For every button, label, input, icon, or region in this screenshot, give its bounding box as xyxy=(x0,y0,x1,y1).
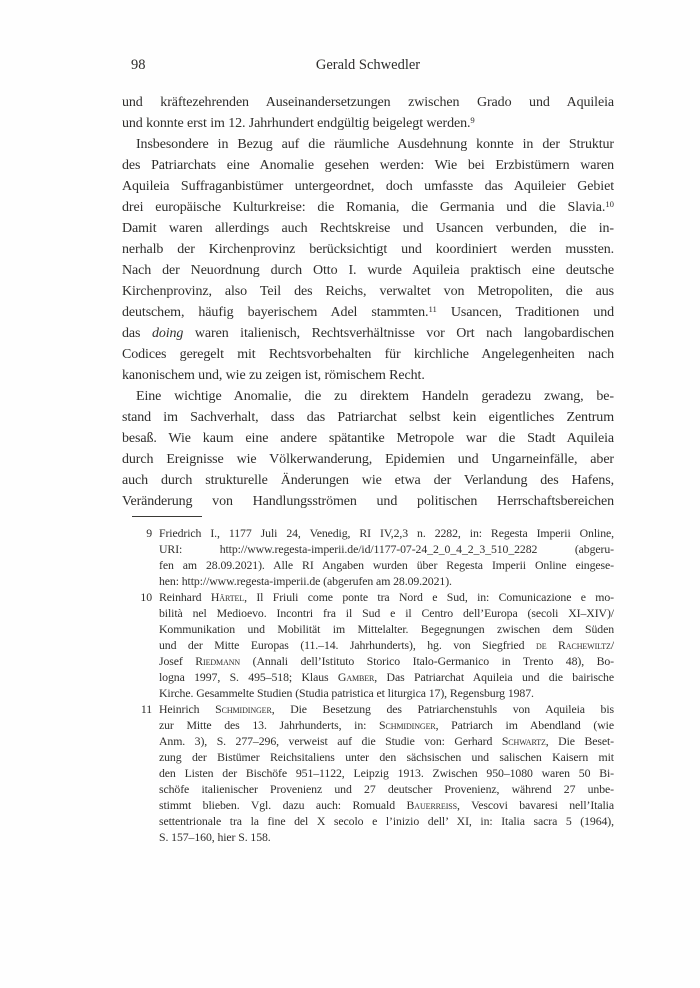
text-segment: auch durch strukturelle Änderungen wie etwa der Verlandung des Hafens, xyxy=(122,473,614,488)
text-segment: Aquileia Suffraganbistümer untergeordnet, doch umfasste das Aquileier Gebiet xyxy=(122,179,614,194)
text-segment: Usancen, Traditionen und xyxy=(436,305,614,320)
text-segment: besaß. Wie kaum eine andere spätantike Metropole war die Stadt Aquileia xyxy=(122,431,614,446)
text-segment: Insbesondere in Bezug auf die räumliche Ausdehnung konnte in der Struktur xyxy=(136,137,614,152)
text-line xyxy=(159,749,614,765)
text-segment: stand im Sachverhalt, dass das Patriarchat selbst kein eigentliches Zentrum xyxy=(122,410,614,425)
smallcaps-name: Schmidinger xyxy=(379,718,436,732)
text-segment: zung der Bistümer Reichsitaliens unter den sächsischen und salischen Kaisern mit xyxy=(159,750,614,764)
text-segment: URI: http://www.regesta-imperii.de/id/1177-07-24_2_0_4_2_3_510_2282 (abgeru- xyxy=(159,542,614,556)
text-segment: , Die Beset- xyxy=(545,734,614,748)
text-segment: Codices geregelt mit Rechtsvorbehalten für kirchliche Angelegenheiten nach xyxy=(122,347,614,362)
text-line xyxy=(122,197,614,218)
text-line xyxy=(159,589,614,605)
text-segment: Veränderung von Handlungsströmen und politischen Herrschaftsbereichen xyxy=(122,494,614,509)
text-segment: Reinhard xyxy=(159,590,211,604)
text-line xyxy=(122,134,614,155)
text-line xyxy=(122,260,614,281)
text-segment: und der Mitte Europas (11.–14. Jahrhunderts), hg. von Siegfried xyxy=(159,638,537,652)
text-segment: S. 157–160, hier S. 158. xyxy=(159,830,271,844)
footnote-text xyxy=(159,525,614,589)
footnote xyxy=(122,701,614,845)
text-line xyxy=(122,218,614,239)
text-segment: bilità nel Medioevo. Incontri fra il Sud e il Centro dell’Europa (secoli XI–XIV)/ xyxy=(159,606,614,620)
text-line xyxy=(122,386,614,407)
text-segment: (Annali dell’Istituto Storico Italo-Germanico in Trento 48), Bo- xyxy=(240,654,614,668)
text-segment: und konnte erst im 12. Jahrhundert endgültig beigelegt werden. xyxy=(122,116,471,131)
text-segment: Josef xyxy=(159,654,196,668)
text-line xyxy=(159,733,614,749)
text-line xyxy=(122,344,614,365)
footnote xyxy=(122,525,614,589)
text-segment: des Patriarchats eine Anomalie gesehen werden: Wie bei Erzbistümern waren xyxy=(122,158,614,173)
text-line xyxy=(122,92,614,113)
text-line xyxy=(159,605,614,621)
smallcaps-name: Härtel xyxy=(210,590,245,604)
text-segment: , Vescovi bavaresi nell’Italia xyxy=(456,798,614,812)
text-line xyxy=(159,813,614,829)
text-segment: , Das Patriarchat Aquileia und die bairische xyxy=(374,670,614,684)
text-line xyxy=(122,407,614,428)
text-segment: Nach der Neuordnung durch Otto I. wurde Aquileia praktisch eine deutsche xyxy=(122,263,614,278)
text-line xyxy=(159,701,614,717)
text-line xyxy=(159,781,614,797)
footnote-text xyxy=(159,589,614,701)
text-line xyxy=(159,685,614,701)
smallcaps-name: Bauerreiss xyxy=(406,798,457,812)
running-header-author: Gerald Schwedler xyxy=(315,57,421,73)
page-header xyxy=(122,56,614,74)
text-segment: logna 1997, S. 495–518; Klaus xyxy=(159,670,338,684)
footnote-number: 11 xyxy=(140,702,152,716)
text-line xyxy=(159,717,614,733)
text-segment: Kirche. Gesammelte Studien (Studia patristica et liturgica 17), Regensburg 1987. xyxy=(159,686,534,700)
footnotes xyxy=(122,525,614,845)
text-segment: durch Ereignisse wie Völkerwanderung, Epidemien und Ungarneinfälle, aber xyxy=(122,452,614,467)
footnote-text xyxy=(159,701,614,845)
text-line xyxy=(159,541,614,557)
text-segment: / xyxy=(610,638,614,652)
text-line xyxy=(122,176,614,197)
text-line xyxy=(159,797,614,813)
text-segment: Kirchenprovinz, also Teil des Reichs, verwaltet von Metropoliten, die aus xyxy=(122,284,614,299)
main-text xyxy=(122,92,614,512)
text-segment: Kommunikation und Mobilität im Mittelalter. Begegnungen zwischen dem Süden xyxy=(159,622,614,636)
text-segment: schöfe italienischer Provenienz und 27 deutscher Provenienz, während 27 unbe- xyxy=(159,782,614,796)
text-segment: Eine wichtige Anomalie, die zu direktem Handeln geradezu zwang, be- xyxy=(136,389,614,404)
text-line xyxy=(122,428,614,449)
text-segment: , Il Friuli come ponte tra Nord e Sud, in: Comunicazione e mo- xyxy=(244,590,614,604)
smallcaps-name: Riedmann xyxy=(195,654,241,668)
text-line xyxy=(122,491,614,512)
footnote xyxy=(122,589,614,701)
text-line xyxy=(159,829,614,845)
text-line xyxy=(122,323,614,344)
smallcaps-name: Gamber xyxy=(337,670,375,684)
text-segment: drei europäische Kulturkreise: die Romania, die Germania und die Slavia. xyxy=(122,200,606,215)
text-segment: kanonischem und, wie zu zeigen ist, römischem Recht. xyxy=(122,368,425,383)
footnote-number: 9 xyxy=(146,526,152,540)
text-segment: Friedrich I., 1177 Juli 24, Venedig, RI IV,2,3 n. 2282, in: Regesta Imperii Online, xyxy=(159,526,614,540)
text-line xyxy=(159,621,614,637)
text-line xyxy=(159,637,614,653)
text-segment: zur Mitte des 13. Jahrhunderts, in: xyxy=(159,718,380,732)
text-line xyxy=(122,113,614,134)
text-line xyxy=(122,449,614,470)
text-segment: das xyxy=(122,326,152,341)
smallcaps-name: Schmidinger xyxy=(215,702,272,716)
text-segment: nerhalb der Kirchenprovinz berücksichtigt und koordiniert werden mussten. xyxy=(122,242,614,257)
text-segment: settentrionale tra la fine del X secolo e l’inizio dell’ XI, in: Italia sacra 5 (1964), xyxy=(159,814,614,828)
text-segment: Heinrich xyxy=(159,702,216,716)
text-segment: Damit waren allerdings auch Rechtskreise und Usancen verbunden, die in- xyxy=(122,221,614,236)
text-segment: Anm. 3), S. 277–296, verweist auf die Studie von: Gerhard xyxy=(159,734,502,748)
text-segment: deutschem, häufig bayerischem Adel stammten. xyxy=(122,305,429,320)
text-line xyxy=(159,525,614,541)
text-line xyxy=(122,281,614,302)
text-segment: den Listen der Bischöfe 951–1122, Leipzig 1913. Zwischen 950–1080 waren 50 Bi- xyxy=(159,766,614,780)
text-line xyxy=(159,765,614,781)
text-segment: , Die Besetzung des Patriarchenstuhls von Aquileia bis xyxy=(271,702,614,716)
smallcaps-name: de Rachewiltz xyxy=(536,638,611,652)
footnote-separator xyxy=(132,516,202,517)
text-segment: stimmt blieben. Vgl. dazu auch: Romuald xyxy=(159,798,407,812)
italic-term: doing xyxy=(151,326,184,341)
text-line xyxy=(159,669,614,685)
footnote-marker: 9 xyxy=(470,115,475,126)
footnote-marker: 11 xyxy=(428,304,437,315)
text-segment: fen am 28.09.2021). Alle RI Angaben wurden über Regesta Imperii Online eingese- xyxy=(159,558,614,572)
text-segment: , Patriarch im Abendland (wie xyxy=(435,718,614,732)
text-segment: hen: http://www.regesta-imperii.de (abgerufen am 28.09.2021). xyxy=(159,574,452,588)
text-line xyxy=(122,365,614,386)
footnote-marker: 10 xyxy=(605,199,614,210)
text-line xyxy=(122,470,614,491)
text-segment: waren italienisch, Rechtsverhältnisse vor Ort nach langobardischen xyxy=(183,326,614,341)
text-line xyxy=(159,653,614,669)
text-segment: und kräftezehrenden Auseinandersetzungen zwischen Grado und Aquileia xyxy=(122,95,614,110)
text-line xyxy=(122,155,614,176)
footnote-number: 10 xyxy=(140,590,152,604)
text-line xyxy=(122,302,614,323)
page-number: 98 xyxy=(131,57,146,73)
text-line xyxy=(159,557,614,573)
smallcaps-name: Schwartz xyxy=(501,734,546,748)
text-line xyxy=(122,239,614,260)
text-line xyxy=(159,573,614,589)
